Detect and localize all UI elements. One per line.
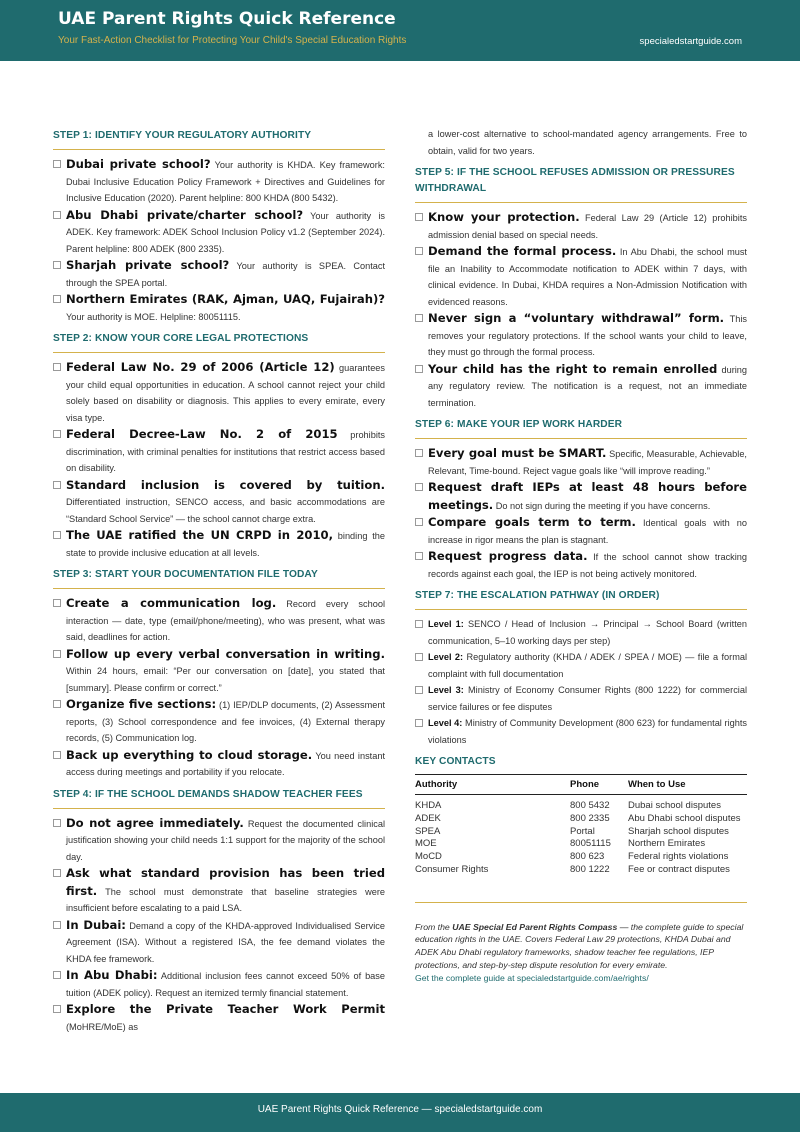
checkbox-icon[interactable] <box>415 719 423 727</box>
checklist-item <box>53 747 385 781</box>
checklist-item-title: Sharjah private school? <box>66 258 230 272</box>
page-title: UAE Parent Rights Quick Reference <box>58 9 396 29</box>
checklist-item-text: Ministry of Community Development (800 623) for fundamental rights violations <box>428 718 748 745</box>
checkbox-icon[interactable] <box>53 751 61 759</box>
checkbox-icon[interactable] <box>415 686 423 694</box>
checklist-item <box>415 616 747 649</box>
checklist-item-text: Federal Law 29 (Article 12) prohibits admission denial based on special needs. <box>428 213 747 240</box>
table-cell: Federal rights violations <box>628 851 729 863</box>
checklist-item-text: Your authority is ADEK. Key framework: ADEK School Inclusion Policy v1.2 (September 2024). Parent helpline: 800 ADEK (800 2335). <box>66 210 385 254</box>
checklist-item <box>53 917 385 968</box>
checklist-item-text: If the school cannot show tracking records against each goal, the IEP is not being actively monitored. <box>428 552 748 579</box>
table-row <box>415 813 747 826</box>
checklist-item-text: binding the state to provide inclusive education at all levels. <box>66 531 385 558</box>
table-cell: MoCD <box>415 851 442 863</box>
step-5-section <box>415 165 747 411</box>
note-text: — the complete guide to special education rights in the UAE. Covers Federal Law 29 protections, KHDA Dubai and ADEK Abu Dhabi regulatory frameworks, shadow teacher fee regulations, IEP protections, and step-by-step dispute resolution for every emirate. <box>415 921 744 970</box>
checklist-item-title: Compare goals term to term. <box>428 515 636 529</box>
checklist-item-text: Identical goals with no increase in rigor means the plan is stagnant. <box>428 518 748 545</box>
checklist-item <box>415 514 747 548</box>
step3-heading: STEP 3: START YOUR DOCUMENTATION FILE TODAY <box>53 567 385 589</box>
checklist-item-text: You need instant access during meetings and portability if you relocate. <box>66 750 385 777</box>
checklist-item-text: Specific, Measurable, Achievable, Relevant, Time-bound. Reject vague goals like “will improve reading.” <box>428 449 747 476</box>
checklist-item-text: Differentiated instruction, SENCO access, and basic accommodations are “Standard School Service” — the school cannot charge extra. <box>66 497 385 524</box>
checklist-item-title: Request progress data. <box>428 549 588 563</box>
checkbox-icon[interactable] <box>415 620 423 628</box>
checklist-item-text: SENCO / Head of Inclusion → Principal → School Board (written communication, 5–10 working days per step) <box>428 619 748 646</box>
step-7-section <box>415 588 747 748</box>
table-row <box>415 864 747 877</box>
checkbox-icon[interactable] <box>415 653 423 661</box>
checklist-item <box>415 715 747 748</box>
checklist-item-title: Federal Law No. 29 of 2006 (Article 12) <box>66 360 335 374</box>
table-row <box>415 838 747 851</box>
checklist-item-text: Do not sign during the meeting if you have concerns. <box>493 500 711 511</box>
checklist-item-text: This removes your regulatory protections. If the school wants your child to leave, they must go through the formal process. <box>428 314 748 357</box>
table-cell: KHDA <box>415 800 442 811</box>
checklist-item-text: The school must demonstrate that baseline strategies were insufficient before escalating to a paid LSA. <box>66 886 385 913</box>
table-cell: ADEK <box>415 812 441 824</box>
step6-heading: STEP 6: MAKE YOUR IEP WORK HARDER <box>415 417 747 439</box>
table-row <box>415 851 747 864</box>
checklist-item <box>53 527 385 561</box>
step4-heading: STEP 4: IF THE SCHOOL DEMANDS SHADOW TEACHER FEES <box>53 787 385 809</box>
checkbox-icon[interactable] <box>53 160 61 168</box>
checklist-item-title: Level 4: <box>428 718 463 728</box>
checklist-item-title: Every goal must be SMART. <box>428 446 607 460</box>
checklist-item-title: In Dubai: <box>66 917 126 932</box>
checklist-item <box>53 967 385 1001</box>
table-cell: Portal <box>570 825 595 837</box>
checklist-item <box>53 865 385 917</box>
checkbox-icon[interactable] <box>53 599 61 607</box>
page-header <box>0 0 800 61</box>
checklist-item-title: Request draft IEPs at least 48 hours before meetings. <box>428 480 747 512</box>
checklist-item-title: Level 1: <box>428 619 464 629</box>
checklist-item <box>415 479 747 514</box>
step1-heading: STEP 1: IDENTIFY YOUR REGULATORY AUTHORITY <box>53 128 385 150</box>
checklist-item-title: Organize five sections: <box>66 697 217 711</box>
checkbox-icon[interactable] <box>415 518 423 526</box>
checklist-item <box>415 445 747 479</box>
contacts-col-authority: Authority <box>415 775 570 795</box>
checkbox-icon[interactable] <box>53 295 61 303</box>
checklist-item-text: (MoHRE/MoE) as <box>66 1021 138 1032</box>
contacts-col-phone: Phone <box>570 775 628 795</box>
table-cell: Consumer Rights <box>415 863 489 875</box>
checkbox-icon[interactable] <box>53 869 61 877</box>
checkbox-icon[interactable] <box>53 700 61 708</box>
checklist-item-text: Your authority is MOE. Helpline: 80051115. <box>66 311 241 322</box>
guide-note <box>415 921 747 971</box>
checklist-item-text: guarantees your child equal opportunities in education. A school cannot reject your child solely based on disability or diagnosis. This applies to every emirate, every visa type. <box>66 363 386 423</box>
checkbox-icon[interactable] <box>53 363 61 371</box>
checkbox-icon[interactable] <box>415 247 423 255</box>
contacts-divider <box>415 877 747 903</box>
checklist-item-text: Request the documented clinical justification showing your child needs 1:1 support for the majority of the school day. <box>66 818 385 862</box>
checklist-item <box>415 682 747 715</box>
checkbox-icon[interactable] <box>53 1005 61 1013</box>
checklist-item-title: Know your protection. <box>428 210 580 224</box>
table-cell: Dubai school disputes <box>628 800 721 811</box>
checklist-item-text: Demand a copy of the KHDA-approved Individualised Service Agreement (ISA). Without a registered ISA, the fee demand violates the KHDA fee framework. <box>66 920 385 964</box>
checklist-item-title: Level 2: <box>428 652 464 662</box>
checklist-item-title: Demand the formal process. <box>428 244 617 258</box>
checklist-item-text: Record every school interaction — date, type (email/phone/meeting), who was present, what was said, deadlines for action. <box>66 599 385 642</box>
table-cell: 800 2335 <box>570 812 610 824</box>
checklist-item-title: Level 3: <box>428 685 464 695</box>
table-cell: 80051115 <box>570 838 611 850</box>
checkbox-icon[interactable] <box>415 365 423 373</box>
checklist-item-title: Northern Emirates (RAK, Ajman, UAQ, Fujairah)? <box>66 292 385 306</box>
checklist-item <box>53 477 385 528</box>
step-3-section <box>53 567 385 781</box>
checklist-item <box>415 310 747 361</box>
checklist-item-title: Explore the Private Teacher Work Permit <box>66 1002 385 1016</box>
table-cell: Sharjah school disputes <box>628 825 729 837</box>
checklist-item-title: Standard inclusion is covered by tuition. <box>66 477 385 492</box>
checklist-item <box>53 156 385 207</box>
step-6-section <box>415 417 747 582</box>
checkbox-icon[interactable] <box>53 819 61 827</box>
guide-link[interactable]: Get the complete guide at specialedstartguide.com/ae/rights/ <box>415 973 649 984</box>
checkbox-icon[interactable] <box>415 314 423 322</box>
checklist-item <box>53 595 385 646</box>
footer-text: UAE Parent Rights Quick Reference — specialedstartguide.com <box>257 1104 543 1115</box>
note-brand: UAE Special Ed Parent Rights Compass <box>452 921 618 932</box>
checklist-item-title: Back up everything to cloud storage. <box>66 747 313 762</box>
checklist-item-title: Your child has the right to remain enrolled <box>428 361 718 376</box>
checkbox-icon[interactable] <box>415 213 423 221</box>
key-contacts-heading: KEY CONTACTS <box>415 756 496 767</box>
table-cell: Abu Dhabi school disputes <box>628 812 741 824</box>
right-column <box>415 128 747 985</box>
step-4-continuation: a lower-cost alternative to school-mandated agency arrangements. Free to obtain, valid for two years. <box>428 129 747 156</box>
step-4-section <box>53 787 385 1036</box>
checklist-item-title: Follow up every verbal conversation in writing. <box>66 646 385 661</box>
step5-heading: STEP 5: IF THE SCHOOL REFUSES ADMISSION OR PRESSURES WITHDRAWAL <box>415 165 747 203</box>
checklist-item <box>415 649 747 682</box>
table-cell: Northern Emirates <box>628 838 706 850</box>
page-footer <box>0 1093 800 1132</box>
checklist-item <box>53 696 385 747</box>
checkbox-icon[interactable] <box>53 261 61 269</box>
checklist-item-title: Ask what standard provision has been tried first. <box>66 866 385 898</box>
checklist-item-text: during any regulatory review. The notification is a request, not an immediate termination. <box>428 364 748 408</box>
checklist-item-text: Regulatory authority (KHDA / ADEK / SPEA / MOE) — file a formal complaint with full documentation <box>428 652 747 679</box>
checkbox-icon[interactable] <box>53 481 61 489</box>
step-1-section <box>53 128 385 325</box>
contacts-header-row <box>415 775 747 795</box>
checkbox-icon[interactable] <box>53 921 61 929</box>
checklist-item <box>415 209 747 243</box>
checklist-item <box>53 359 385 426</box>
checkbox-icon[interactable] <box>415 552 423 560</box>
step2-heading: STEP 2: KNOW YOUR CORE LEGAL PROTECTIONS <box>53 331 385 353</box>
checklist-item-text: Your authority is KHDA. Key framework: Dubai Inclusive Education Policy Framework + Directives and Guidelines for Inclusive Education (2020). Parent helpline: 800 KHDA (800 5432). <box>66 160 385 203</box>
table-cell: 800 5432 <box>570 800 610 811</box>
checkbox-icon[interactable] <box>415 449 423 457</box>
checkbox-icon[interactable] <box>53 650 61 658</box>
checklist-item-title: The UAE ratified the UN CRPD in 2010, <box>66 528 333 542</box>
table-row <box>415 826 747 839</box>
checklist-item-text: prohibits discrimination, with criminal penalties for institutions that restrict access based on disability. <box>66 430 386 473</box>
left-column <box>53 128 385 1041</box>
table-cell: MOE <box>415 838 437 850</box>
checklist-item-title: Federal Decree-Law No. 2 of 2015 <box>66 427 338 441</box>
checkbox-icon[interactable] <box>53 971 61 979</box>
table-cell: 800 1222 <box>570 863 610 875</box>
checklist-item-text: Ministry of Economy Consumer Rights (800 1222) for commercial service failures or fee disputes <box>428 685 747 712</box>
checklist-item-text: Your authority is SPEA. Contact through the SPEA portal. <box>66 261 386 288</box>
checklist-item-title: In Abu Dhabi: <box>66 968 158 982</box>
checklist-item-title: Abu Dhabi private/charter school? <box>66 207 304 222</box>
key-contacts-section <box>415 754 747 903</box>
table-cell: 800 623 <box>570 851 605 863</box>
table-cell: SPEA <box>415 825 441 837</box>
checklist-item-title: Never sign a “voluntary withdrawal” form. <box>428 311 725 325</box>
checkbox-icon[interactable] <box>53 211 61 219</box>
checklist-item-text: In Abu Dhabi, the school must file an Inability to Accommodate notification to ADEK within 7 days, with clinical evidence. In Dubai, KHDA requires a Non-Admission Notification with evidenced reasons. <box>428 247 747 307</box>
checklist-item <box>53 815 385 866</box>
table-cell: Fee or contract disputes <box>628 863 730 875</box>
checklist-item <box>53 257 385 291</box>
checklist-item <box>53 646 385 697</box>
checklist-item <box>53 291 385 325</box>
checklist-item <box>53 207 385 258</box>
contacts-table <box>415 774 747 877</box>
contacts-col-when: When to Use <box>628 775 747 795</box>
checklist-item <box>415 243 747 310</box>
checklist-item <box>415 548 747 582</box>
step-2-section <box>53 331 385 561</box>
checklist-item-title: Do not agree immediately. <box>66 815 244 830</box>
checklist-item-text: Additional inclusion fees cannot exceed 50% of base tuition (ADEK policy). Request an itemized termly financial statement. <box>66 971 385 998</box>
header-site-link[interactable]: specialedstartguide.com <box>639 36 742 47</box>
checklist-item-title: Create a communication log. <box>66 596 277 610</box>
checklist-item-title: Dubai private school? <box>66 157 211 171</box>
page-subtitle: Your Fast-Action Checklist for Protecting Your Child's Special Education Rights <box>58 35 407 46</box>
checkbox-icon[interactable] <box>53 531 61 539</box>
checklist-item-text: (1) IEP/DLP documents, (2) Assessment reports, (3) School correspondence and fee invoices, (4) External therapy records, (5) Communication log. <box>66 700 386 743</box>
checkbox-icon[interactable] <box>415 483 423 491</box>
checkbox-icon[interactable] <box>53 430 61 438</box>
table-row <box>415 795 747 813</box>
step7-heading: STEP 7: THE ESCALATION PATHWAY (IN ORDER) <box>415 588 747 610</box>
checklist-item <box>53 426 385 477</box>
checklist-item <box>53 1001 385 1035</box>
note-prefix: From the <box>415 921 453 932</box>
checklist-item <box>415 361 747 412</box>
checklist-item-text: Within 24 hours, email: “Per our conversation on [date], you stated that [summary]. Please confirm or correct.” <box>66 666 385 693</box>
